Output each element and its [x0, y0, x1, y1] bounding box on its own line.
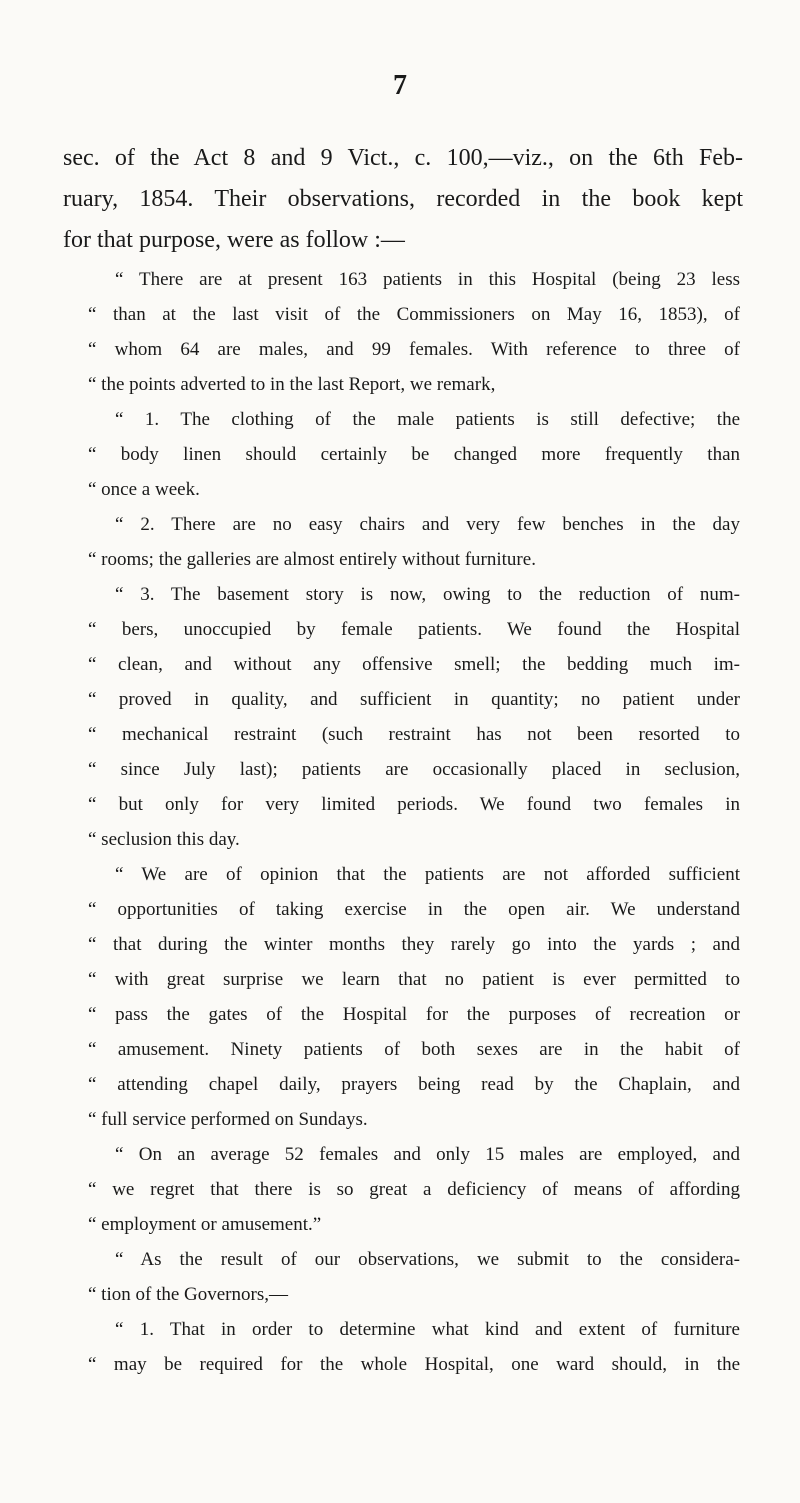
quote-line: “ 1. That in order to determine what kind and extent of furniture — [115, 1319, 740, 1340]
quote-line: “ attending chapel daily, prayers being read by the Chaplain, and — [88, 1074, 740, 1095]
quote-line: “ seclusion this day. — [88, 829, 240, 850]
quote-line: “ mechanical restraint (such restraint has not been resorted to — [88, 724, 740, 745]
quote-line: “ may be required for the whole Hospital, one ward should, in the — [88, 1354, 740, 1375]
quote-line: “ tion of the Governors,— — [88, 1284, 288, 1305]
quote-line: “ with great surprise we learn that no patient is ever permitted to — [88, 969, 740, 990]
quote-line: “ There are at present 163 patients in this Hospital (being 23 less — [115, 269, 740, 290]
quote-line: “ rooms; the galleries are almost entirely without furniture. — [88, 549, 536, 570]
quote-line: “ pass the gates of the Hospital for the purposes of recreation or — [88, 1004, 740, 1025]
quote-line: “ On an average 52 females and only 15 males are employed, and — [115, 1144, 740, 1165]
quote-line: “ clean, and without any offensive smell; the bedding much im- — [88, 654, 740, 675]
quote-line: “ 3. The basement story is now, owing to the reduction of num- — [115, 584, 740, 605]
quote-line: “ than at the last visit of the Commissioners on May 16, 1853), of — [88, 304, 740, 325]
quote-line: “ but only for very limited periods. We found two females in — [88, 794, 740, 815]
quote-line: “ that during the winter months they rarely go into the yards ; and — [88, 934, 740, 955]
quote-line: “ the points adverted to in the last Report, we remark, — [88, 374, 496, 395]
quote-line: “ opportunities of taking exercise in the open air. We understand — [88, 899, 740, 920]
quote-line: “ once a week. — [88, 479, 200, 500]
quote-line: “ employment or amusement.” — [88, 1214, 322, 1235]
quote-line: “ body linen should certainly be changed more frequently than — [88, 444, 740, 465]
intro-line: sec. of the Act 8 and 9 Vict., c. 100,—viz., on the 6th Feb- — [63, 145, 743, 171]
quote-line: “ we regret that there is so great a deficiency of means of affording — [88, 1179, 740, 1200]
quote-line: “ since July last); patients are occasionally placed in seclusion, — [88, 759, 740, 780]
intro-line: ruary, 1854. Their observations, recorded in the book kept — [63, 186, 743, 212]
quote-line: “ As the result of our observations, we submit to the considera- — [115, 1249, 740, 1270]
quote-line: “ amusement. Ninety patients of both sexes are in the habit of — [88, 1039, 740, 1060]
quote-line: “ full service performed on Sundays. — [88, 1109, 368, 1130]
quote-line: “ bers, unoccupied by female patients. We found the Hospital — [88, 619, 740, 640]
quote-line: “ 2. There are no easy chairs and very few benches in the day — [115, 514, 740, 535]
quote-line: “ proved in quality, and sufficient in quantity; no patient under — [88, 689, 740, 710]
intro-line: for that purpose, were as follow :— — [63, 227, 405, 253]
quote-line: “ whom 64 are males, and 99 females. With reference to three of — [88, 339, 740, 360]
quote-line: “ 1. The clothing of the male patients is still defective; the — [115, 409, 740, 430]
intro-paragraph — [63, 138, 743, 261]
quote-line: “ We are of opinion that the patients are not afforded sufficient — [115, 864, 740, 885]
page-number: 7 — [393, 70, 407, 101]
